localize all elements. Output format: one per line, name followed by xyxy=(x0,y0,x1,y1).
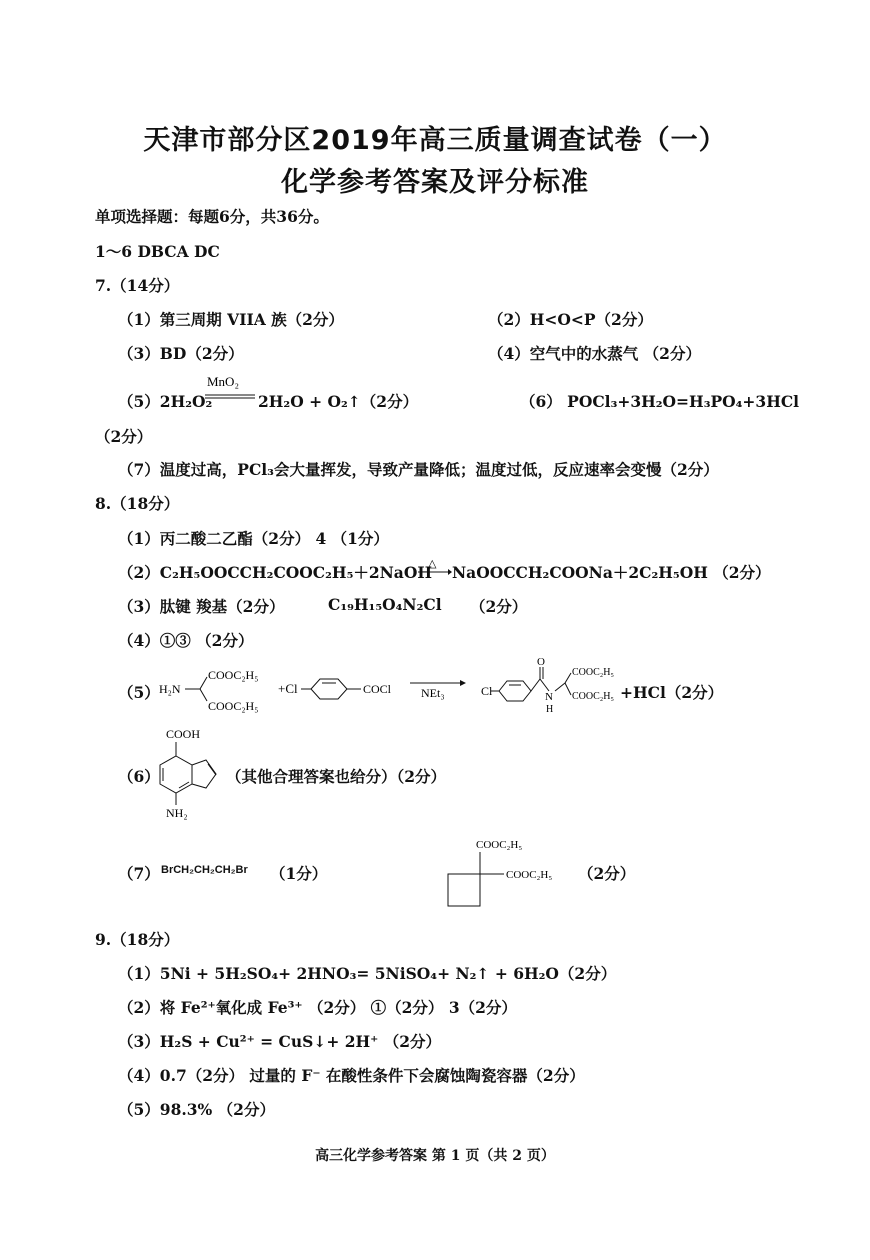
q8-part6-label: （6） xyxy=(118,767,160,786)
q7-part5-catalyst-arrow xyxy=(205,374,257,404)
carbonyl-o-label: O xyxy=(537,656,545,668)
heat-symbol: △ xyxy=(428,558,437,570)
q8-part7-formula: BrCH₂CH₂CH₂Br xyxy=(161,864,248,876)
indene-benzene-ring xyxy=(160,756,192,793)
product-ester-top: COOC₂H₅ xyxy=(572,667,614,678)
q8-part5-suffix: +HCl（2分） xyxy=(620,683,724,702)
q8-part7-label: （7） xyxy=(118,864,160,883)
q9-part4: （4）0.7（2分） 过量的 F⁻ 在酸性条件下会腐蚀陶瓷容器（2分） xyxy=(118,1066,585,1085)
ester-bottom-label: COOC₂H₅ xyxy=(208,699,259,713)
q7-part6-score: （2分） xyxy=(95,427,153,446)
ester-top-label: COOC₂H₅ xyxy=(208,668,259,682)
q9-part1: （1）5Ni + 5H₂SO₄+ 2HNO₃= 5NiSO₄+ N₂↑ + 6H₂O（2分） xyxy=(118,964,617,983)
q9-part5: （5）98.3% （2分） xyxy=(118,1100,275,1119)
q7-part7: （7）温度过高，PCl₃会大量挥发，导致产量降低；温度过低，反应速率会变慢（2分） xyxy=(118,460,719,479)
amine-label: H₂N xyxy=(159,682,181,696)
q8-part2-right: NaOOCCH₂COONa＋2C₂H₅OH （2分） xyxy=(452,563,771,582)
q8-part7-cyclobutane xyxy=(440,832,580,912)
q8-part6-text: （其他合理答案也给分）（2分） xyxy=(226,767,447,786)
q7-part4: （4）空气中的水蒸气 （2分） xyxy=(488,344,701,363)
cyclo-ester-top: COOC₂H₅ xyxy=(476,839,523,851)
amide-h-label: H xyxy=(546,704,554,715)
q8-part4: （4）①③ （2分） xyxy=(118,631,254,650)
q9-part2: （2）将 Fe²⁺氧化成 Fe³⁺ （2分） ①（2分） 3（2分） xyxy=(118,998,517,1017)
five-member-ring xyxy=(192,760,216,788)
q8-part7-score2: （2分） xyxy=(578,864,636,883)
q8-part3-formula: C₁₉H₁₅O₄N₂Cl xyxy=(328,595,442,614)
q7-header: 7.（14分） xyxy=(95,276,180,295)
q8-part3-score: （2分） xyxy=(470,597,528,616)
q8-part6-structure xyxy=(150,722,230,822)
q8-part2-left: （2）C₂H₅OOCCH₂COOC₂H₅＋2NaOH xyxy=(118,563,432,582)
cyclo-ester-right: COOC₂H₅ xyxy=(506,869,553,881)
cooh-label: COOH xyxy=(166,727,201,741)
mcq-answers: 1～6 DBCA DC xyxy=(95,242,220,261)
page-footer: 高三化学参考答案 第 1 页（共 2 页） xyxy=(315,1148,555,1164)
q7-part5-left: （5）2H₂O₂ xyxy=(118,392,213,411)
q7-part6: （6） POCl₃+3H₂O=H₃PO₄+3HCl xyxy=(520,392,800,411)
product-ester-bottom: COOC₂H₅ xyxy=(572,691,614,702)
product-cl-label: Cl xyxy=(481,684,493,698)
cyclobutane-ring xyxy=(448,874,480,906)
q8-part1: （1）丙二酸二乙酯（2分） 4 （1分） xyxy=(118,529,389,548)
title-line-2: 化学参考答案及评分标准 xyxy=(281,167,589,198)
acyl-chloride-label: COCl xyxy=(363,682,392,696)
benzene-ring-2 xyxy=(499,681,531,701)
q8-part5-label: （5） xyxy=(118,683,160,702)
title-line-1: 天津市部分区2019年高三质量调查试卷（一） xyxy=(143,125,727,156)
q9-part3: （3）H₂S + Cu²⁺ = CuS↓+ 2H⁺ （2分） xyxy=(118,1032,442,1051)
q8-part2-heat-arrow xyxy=(418,558,452,578)
q8-part3: （3）肽键 羧基（2分） xyxy=(118,597,285,616)
net3-label: NEt₃ xyxy=(421,686,445,700)
mno2-label: MnO₂ xyxy=(207,374,239,389)
q7-part5-right: 2H₂O + O₂↑（2分） xyxy=(258,392,419,411)
q7-part2: （2）H<O<P（2分） xyxy=(488,310,653,329)
q7-part1: （1）第三周期 VIIA 族（2分） xyxy=(118,310,344,329)
q8-part7-score1: （1分） xyxy=(270,864,328,883)
mcq-header: 单项选择题：每题6分，共36分。 xyxy=(95,207,329,226)
q9-header: 9.（18分） xyxy=(95,930,180,949)
plus-cl-label: +Cl xyxy=(278,681,298,696)
q7-part3: （3）BD（2分） xyxy=(118,344,244,363)
amide-n-label: N xyxy=(545,691,553,703)
q8-header: 8.（18分） xyxy=(95,494,180,513)
nh2-label: NH₂ xyxy=(166,806,188,820)
benzene-ring-1 xyxy=(311,679,347,699)
